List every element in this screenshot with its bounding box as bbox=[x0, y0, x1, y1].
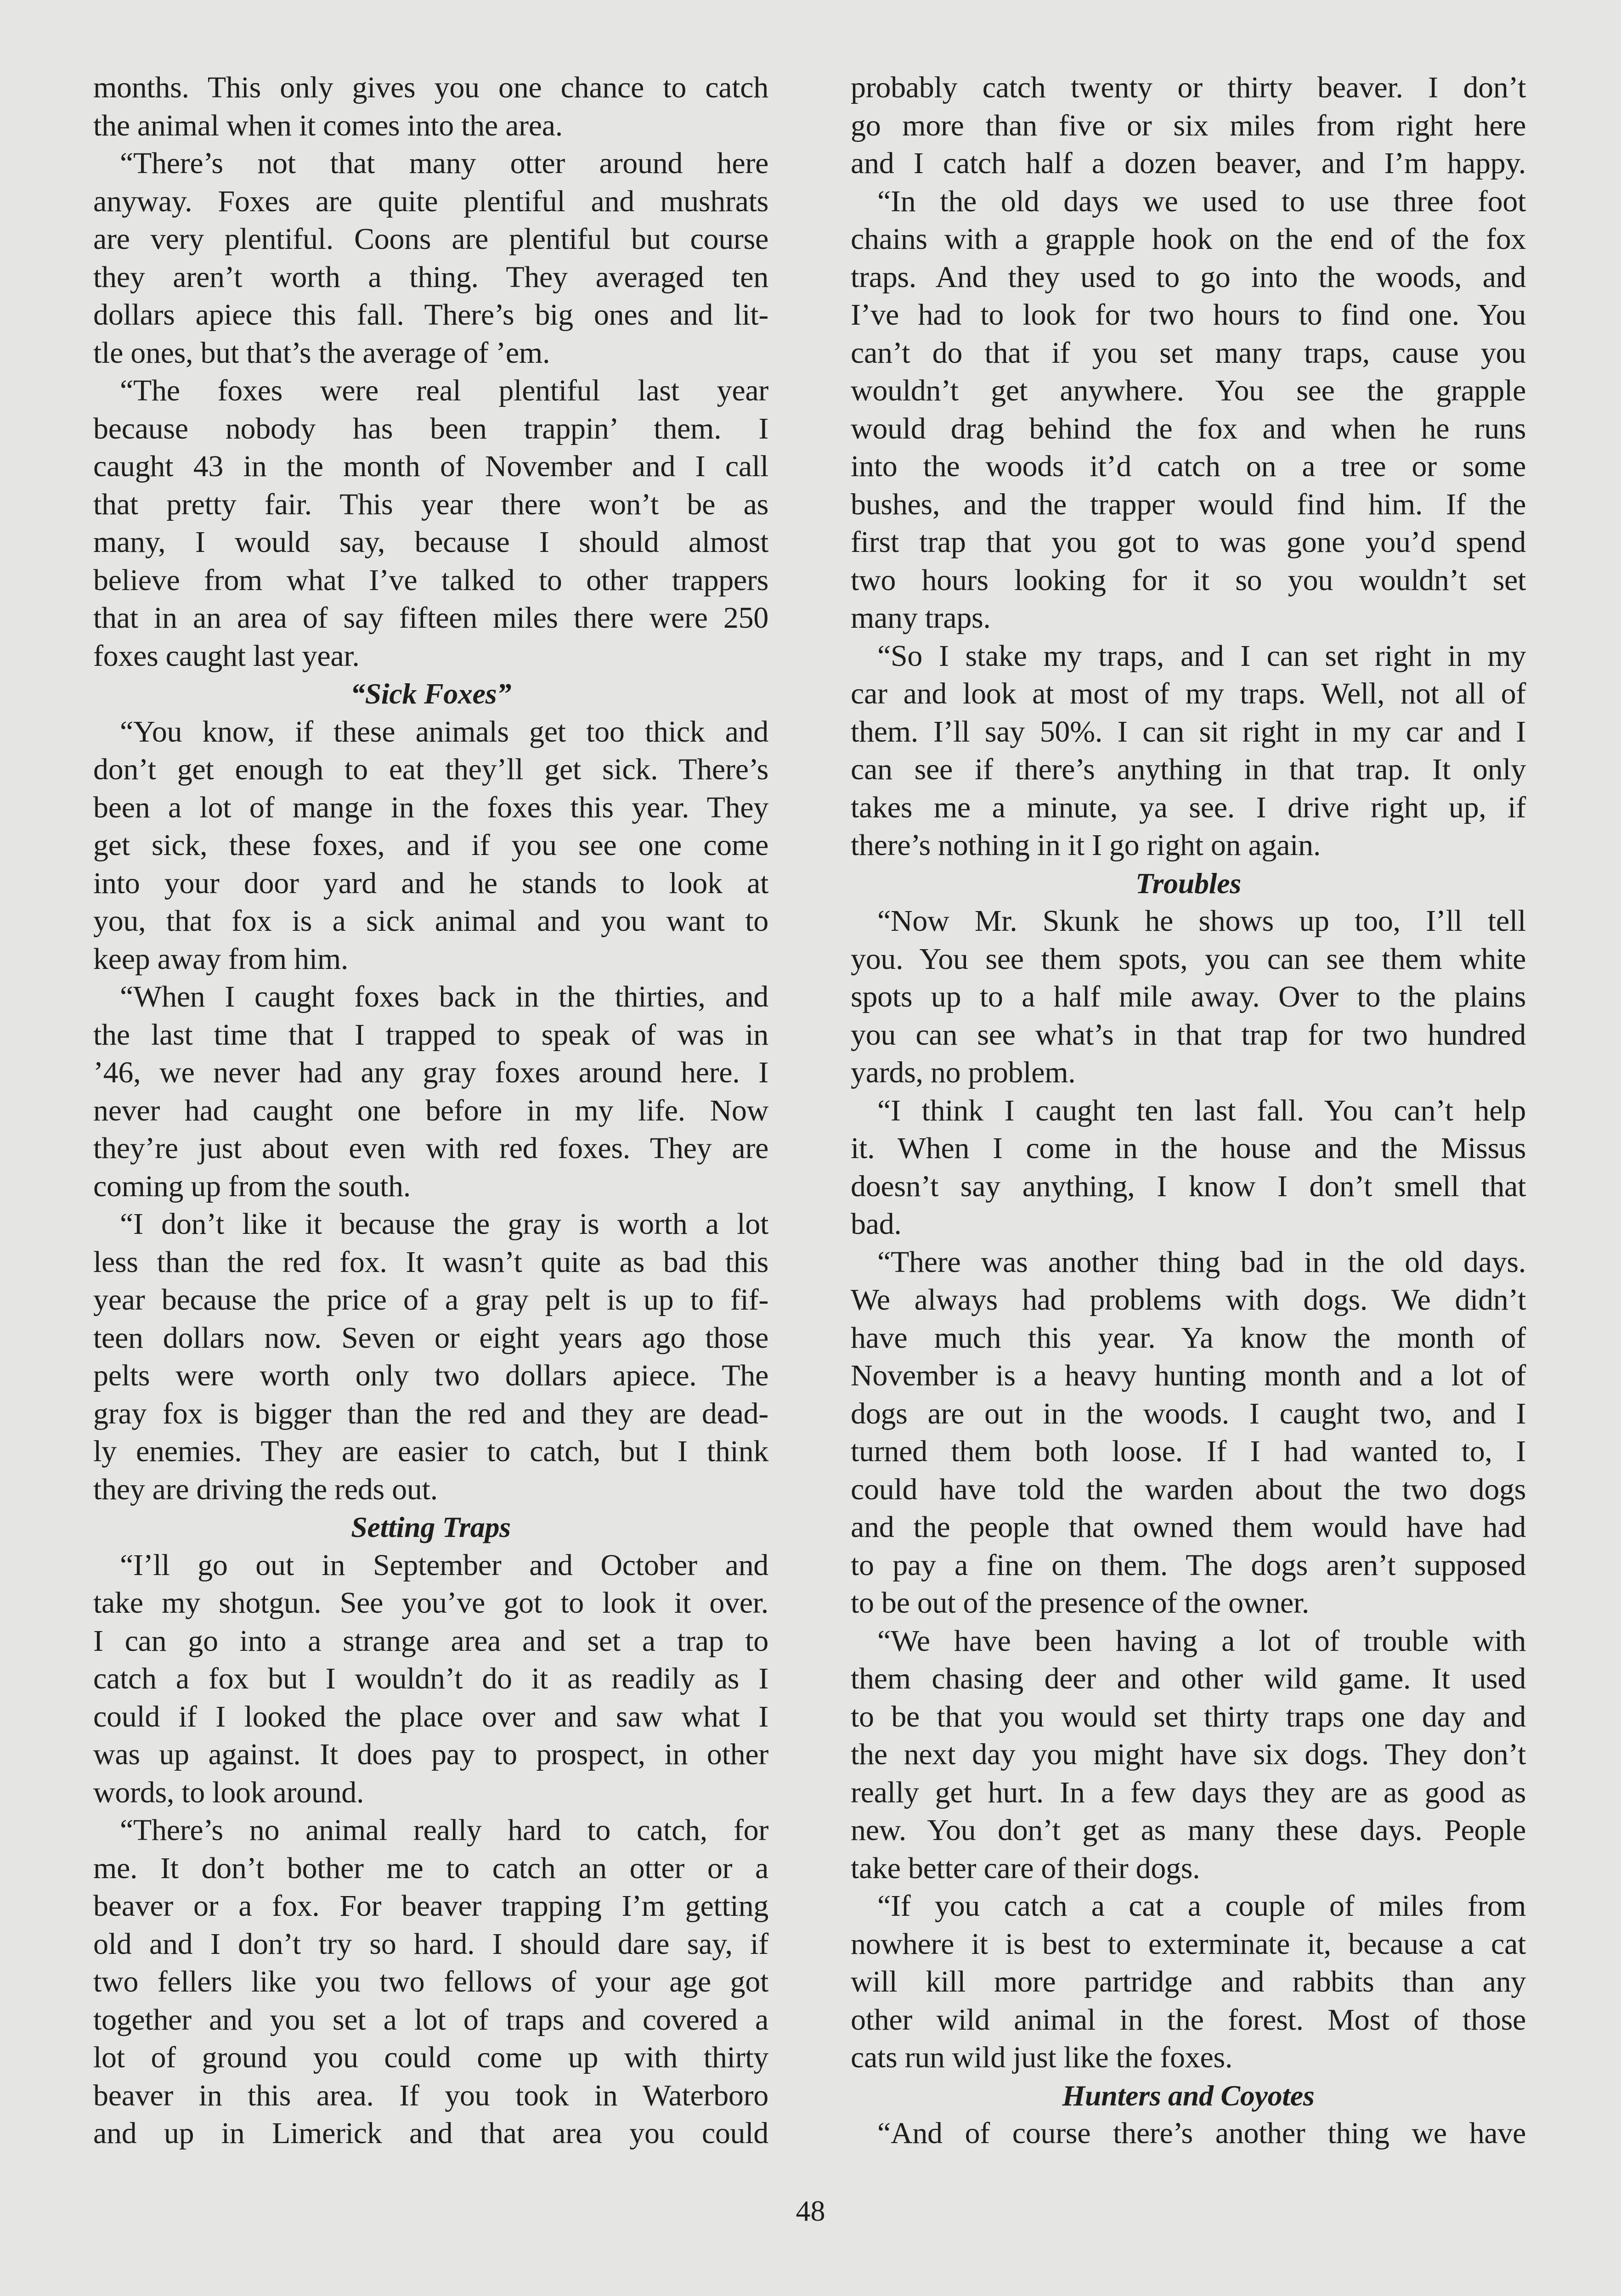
text-line: will kill more partridge and rabbits than any bbox=[851, 1965, 1526, 1998]
text-line: to be out of the presence of the owner. bbox=[851, 1586, 1310, 1620]
section-heading: Troubles bbox=[1135, 867, 1241, 900]
text-line: they aren’t worth a thing. They averaged ten bbox=[93, 260, 768, 294]
text-line: can see if there’s anything in that trap. It only bbox=[851, 753, 1526, 786]
text-line: could have told the warden about the two dogs bbox=[851, 1472, 1526, 1506]
text-line: ly enemies. They are easier to catch, but I think bbox=[93, 1435, 768, 1468]
text-line: was up against. It does pay to prospect, in other bbox=[93, 1738, 768, 1771]
text-line: that in an area of say fifteen miles there were 250 bbox=[93, 601, 768, 635]
text-line: gray fox is bigger than the red and they are dead- bbox=[93, 1396, 768, 1430]
text-line: and the people that owned them would have had bbox=[851, 1510, 1526, 1544]
text-line: old and I don’t try so hard. I should dare say, if bbox=[93, 1927, 768, 1961]
text-line: pelts were worth only two dollars apiece. The bbox=[93, 1359, 768, 1392]
text-line: nowhere it is best to exterminate it, because a cat bbox=[851, 1927, 1526, 1961]
text-line: to be that you would set thirty traps one day and bbox=[851, 1699, 1526, 1733]
text-line: two fellers like you two fellows of your age got bbox=[93, 1965, 768, 1998]
text-line: “In the old days we used to use three foot bbox=[877, 184, 1526, 218]
text-line: “I’ll go out in September and October and bbox=[120, 1548, 768, 1582]
text-line: two hours looking for it so you wouldn’t set bbox=[851, 563, 1526, 597]
text-line: doesn’t say anything, I know I don’t smell that bbox=[851, 1169, 1526, 1203]
text-line: you can see what’s in that trap for two hundred bbox=[851, 1018, 1526, 1052]
text-line: never had caught one before in my life. Now bbox=[93, 1093, 768, 1127]
text-line: wouldn’t get anywhere. You see the grapple bbox=[851, 374, 1526, 407]
text-line: chains with a grapple hook on the end of the fox bbox=[851, 222, 1526, 256]
text-line: me. It don’t bother me to catch an otter or a bbox=[93, 1851, 768, 1885]
text-line: take my shotgun. See you’ve got to look it over. bbox=[93, 1586, 768, 1620]
text-line: it. When I come in the house and the Missus bbox=[851, 1131, 1526, 1165]
left-text-column bbox=[93, 69, 768, 2153]
text-line: November is a heavy hunting month and a lot of bbox=[851, 1359, 1526, 1392]
text-line: are very plentiful. Coons are plentiful but course bbox=[93, 222, 768, 256]
text-line: take better care of their dogs. bbox=[851, 1851, 1200, 1885]
text-line: beaver or a fox. For beaver trapping I’m getting bbox=[93, 1889, 768, 1923]
text-line: spots up to a half mile away. Over to the plains bbox=[851, 980, 1526, 1013]
text-line: can’t do that if you set many traps, cause you bbox=[851, 336, 1526, 370]
text-line: get sick, these foxes, and if you see one come bbox=[93, 828, 768, 862]
text-line: believe from what I’ve talked to other trappers bbox=[93, 563, 768, 597]
text-line: coming up from the south. bbox=[93, 1169, 411, 1203]
text-line: go more than five or six miles from right here bbox=[851, 108, 1526, 142]
section-heading: “Sick Foxes” bbox=[350, 677, 512, 710]
text-line: bushes, and the trapper would find him. If the bbox=[851, 487, 1526, 521]
text-line: beaver in this area. If you took in Waterboro bbox=[93, 2078, 768, 2112]
text-line: “The foxes were real plentiful last year bbox=[120, 374, 768, 407]
text-line: I’ve had to look for two hours to find one. You bbox=[851, 298, 1526, 332]
text-line: there’s nothing in it I go right on again. bbox=[851, 828, 1321, 862]
text-line: they are driving the reds out. bbox=[93, 1472, 438, 1506]
text-line: yards, no problem. bbox=[851, 1056, 1076, 1089]
text-line: many, I would say, because I should almost bbox=[93, 525, 768, 559]
text-line: “There’s no animal really hard to catch, for bbox=[120, 1813, 768, 1847]
text-line: have much this year. Ya know the month of bbox=[851, 1321, 1526, 1355]
text-line: I can go into a strange area and set a trap to bbox=[93, 1624, 768, 1658]
text-line: “If you catch a cat a couple of miles from bbox=[877, 1889, 1526, 1923]
text-line: to pay a fine on them. The dogs aren’t supposed bbox=[851, 1548, 1526, 1582]
text-line: into the woods it’d catch on a tree or some bbox=[851, 450, 1526, 483]
text-line: “Now Mr. Skunk he shows up too, I’ll tell bbox=[877, 904, 1526, 938]
text-line: don’t get enough to eat they’ll get sick. There’s bbox=[93, 753, 768, 786]
text-line: been a lot of mange in the foxes this year. They bbox=[93, 790, 768, 824]
text-line: car and look at most of my traps. Well, not all of bbox=[851, 677, 1526, 710]
text-line: year because the price of a gray pelt is up to fif- bbox=[93, 1283, 768, 1317]
text-line: they’re just about even with red foxes. They are bbox=[93, 1131, 768, 1165]
section-heading: Setting Traps bbox=[351, 1511, 511, 1543]
text-line: probably catch twenty or thirty beaver. I don’t bbox=[851, 71, 1526, 104]
text-line: the next day you might have six dogs. They don’t bbox=[851, 1738, 1526, 1771]
text-line: cats run wild just like the foxes. bbox=[851, 2041, 1233, 2074]
text-line: less than the red fox. It wasn’t quite as bad this bbox=[93, 1245, 768, 1279]
text-line: We always had problems with dogs. We didn’t bbox=[851, 1283, 1526, 1317]
text-line: would drag behind the fox and when he runs bbox=[851, 411, 1526, 445]
text-line: other wild animal in the forest. Most of those bbox=[851, 2003, 1526, 2037]
text-line: because nobody has been trappin’ them. I bbox=[93, 411, 768, 445]
text-line: “There’s not that many otter around here bbox=[120, 146, 768, 180]
text-line: ’46, we never had any gray foxes around here. I bbox=[93, 1056, 768, 1089]
text-line: bad. bbox=[851, 1207, 902, 1241]
text-line: “I don’t like it because the gray is worth a lot bbox=[120, 1207, 768, 1241]
text-line: into your door yard and he stands to look at bbox=[93, 866, 768, 900]
text-line: the animal when it comes into the area. bbox=[93, 108, 563, 142]
text-line: tle ones, but that’s the average of ’em. bbox=[93, 336, 550, 370]
text-line: many traps. bbox=[851, 601, 991, 635]
text-line: anyway. Foxes are quite plentiful and mushrats bbox=[93, 184, 768, 218]
text-line: together and you set a lot of traps and covered a bbox=[93, 2003, 768, 2037]
text-line: and I catch half a dozen beaver, and I’m happy. bbox=[851, 146, 1526, 180]
text-line: catch a fox but I wouldn’t do it as readily as I bbox=[93, 1662, 768, 1695]
section-heading: Hunters and Coyotes bbox=[1062, 2079, 1315, 2112]
text-line: and up in Limerick and that area you could bbox=[93, 2116, 768, 2150]
text-line: them. I’ll say 50%. I can sit right in my car and I bbox=[851, 715, 1526, 748]
text-line: takes me a minute, ya see. I drive right up, if bbox=[851, 790, 1526, 824]
text-line: first trap that you got to was gone you’d spend bbox=[851, 525, 1526, 559]
text-line: dollars apiece this fall. There’s big ones and lit- bbox=[93, 298, 768, 332]
text-line: “We have been having a lot of trouble with bbox=[877, 1624, 1526, 1658]
text-line: could if I looked the place over and saw what I bbox=[93, 1699, 768, 1733]
text-line: you, that fox is a sick animal and you want to bbox=[93, 904, 768, 938]
text-line: turned them both loose. If I had wanted to, I bbox=[851, 1435, 1526, 1468]
text-line: “When I caught foxes back in the thirties, and bbox=[120, 980, 768, 1013]
text-line: traps. And they used to go into the woods, and bbox=[851, 260, 1526, 294]
text-line: “I think I caught ten last fall. You can’t help bbox=[877, 1093, 1526, 1127]
text-line: that pretty fair. This year there won’t be as bbox=[93, 487, 768, 521]
text-line: foxes caught last year. bbox=[93, 639, 360, 673]
text-line: “There was another thing bad in the old days. bbox=[877, 1245, 1526, 1279]
text-line: them chasing deer and other wild game. It used bbox=[851, 1662, 1526, 1695]
text-line: caught 43 in the month of November and I call bbox=[93, 450, 768, 483]
text-line: keep away from him. bbox=[93, 942, 349, 976]
text-line: “So I stake my traps, and I can set right in my bbox=[877, 639, 1526, 673]
text-line: “You know, if these animals get too thick and bbox=[120, 715, 768, 748]
text-line: really get hurt. In a few days they are as good as bbox=[851, 1775, 1526, 1809]
text-line: new. You don’t get as many these days. People bbox=[851, 1813, 1526, 1847]
text-line: lot of ground you could come up with thirty bbox=[93, 2041, 768, 2074]
right-text-column bbox=[851, 69, 1526, 2153]
text-line: months. This only gives you one chance to catch bbox=[93, 71, 768, 104]
text-line: “And of course there’s another thing we have bbox=[877, 2116, 1526, 2150]
text-line: words, to look around. bbox=[93, 1775, 364, 1809]
text-line: the last time that I trapped to speak of was in bbox=[93, 1018, 768, 1052]
text-line: teen dollars now. Seven or eight years ago those bbox=[93, 1321, 768, 1355]
text-line: dogs are out in the woods. I caught two, and I bbox=[851, 1396, 1526, 1430]
text-line: you. You see them spots, you can see them white bbox=[851, 942, 1526, 976]
page-number: 48 bbox=[796, 2195, 825, 2227]
